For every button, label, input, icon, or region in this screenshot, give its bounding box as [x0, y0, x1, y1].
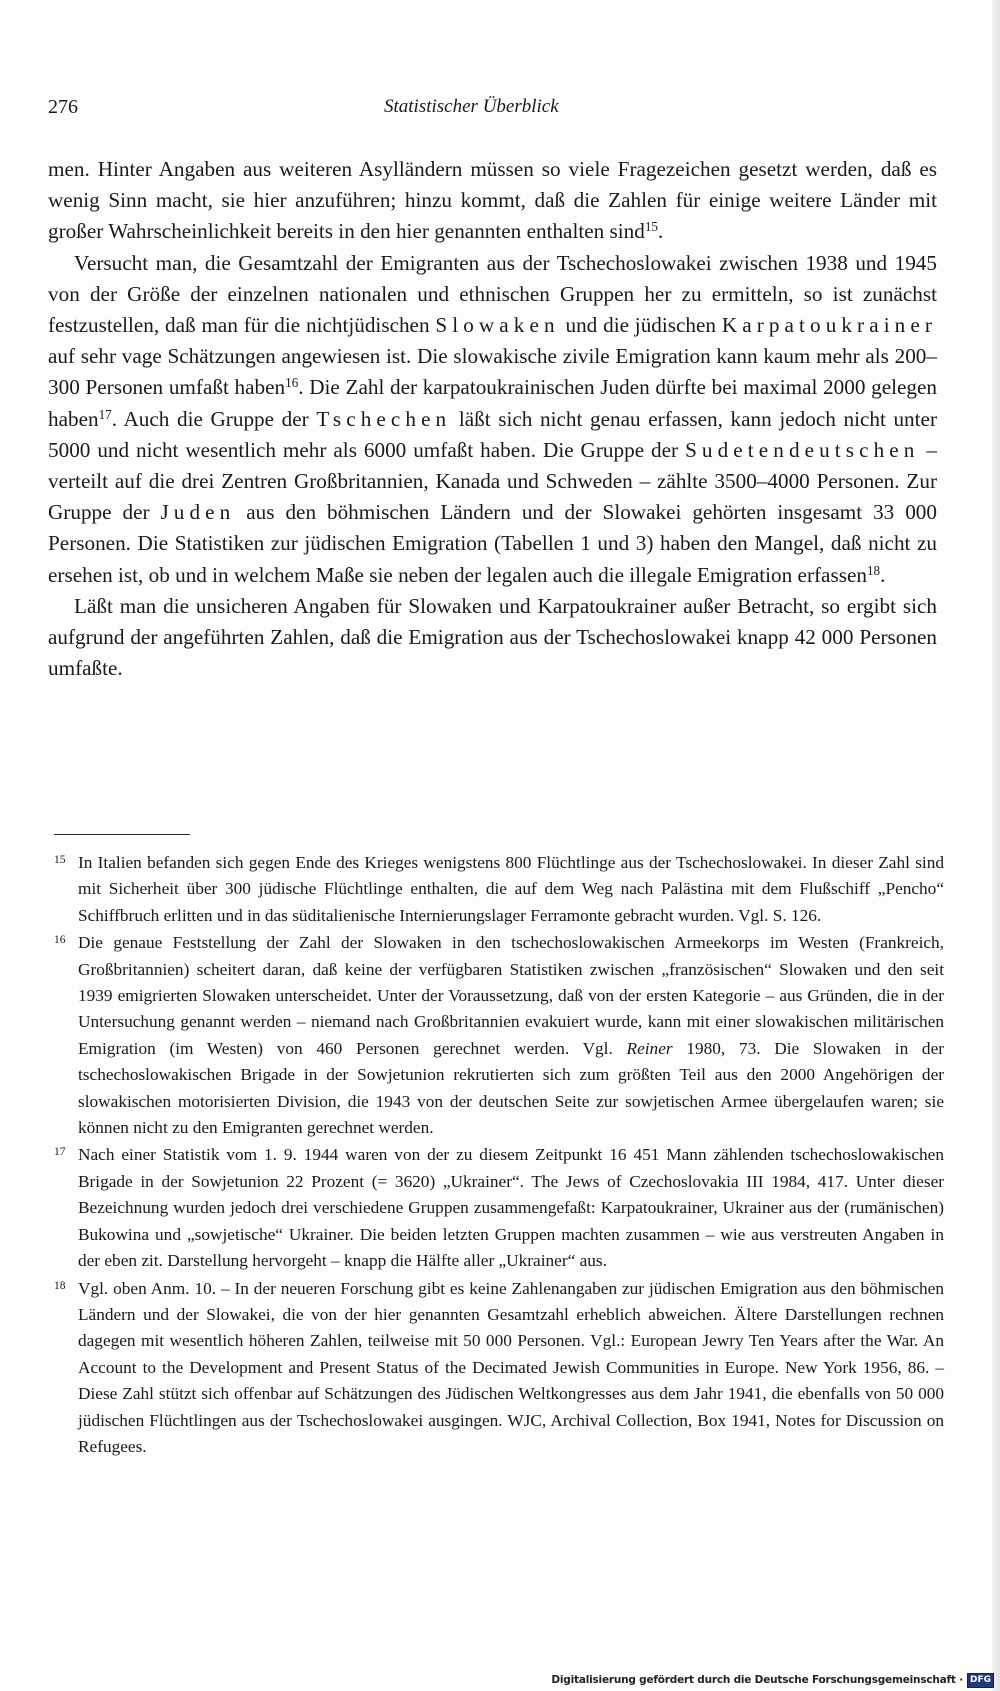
footnote-ref-17: 17: [98, 406, 112, 422]
spaced-term-tschechen: Tschechen: [316, 406, 452, 431]
footnote-text: In Italien befanden sich gegen Ende des Krieges wenigstens 800 Flüchtlinge aus der Tschechoslowakei. In dieser Zahl sind mit Sicherheit über 300 jüdische Flüchtlinge enthalten, die auf dem Weg nach Palästina mit dem Flußschiff „Pencho“ Schiffbruch erlitten und in das süditalienische Internierungslager Ferramonte gebracht wurden. Vgl. S. 126.: [78, 853, 944, 925]
paragraph-1-text: men. Hinter Angaben aus weiteren Asylländern müssen so viele Fragezeichen gesetzt werden, daß es wenig Sinn macht, sie hier anzuführen; hinzu kommt, daß die Zahlen für einige weitere Länder mit großer Wahrscheinlichkeit bereits in den hier genannten enthalten sind: [48, 157, 937, 244]
footnote-ref-15: 15: [644, 219, 658, 235]
footnote-number: 16: [54, 934, 66, 947]
paragraph-2-text-h: aus den böhmischen Ländern und der Slowakei gehörten insgesamt 33 000 Personen. Die Statistiken zur jüdischen Emigration (Tabellen 1 und 3) haben den Mangel, daß nicht zu ersehen ist, ob und in welchem Maße sie neben der legalen auch die illegale Emigration erfassen: [48, 500, 937, 587]
footnote-number: 18: [54, 1279, 66, 1292]
spaced-term-karpatoukrainer: Karpatoukrainer: [721, 313, 937, 338]
paragraph-2-text-f: läßt sich nicht genau erfassen, kann jedoch nicht unter 5000 und nicht wesentlich mehr als 6000 umfaßt haben. Die Gruppe der: [48, 406, 937, 462]
footnote-ref-16: 16: [285, 375, 299, 391]
page-number: 276: [48, 96, 78, 118]
footnote-separator: [54, 834, 190, 835]
paragraph-1-end: .: [657, 219, 664, 244]
footnote-18: [54, 1276, 944, 1461]
paragraph-2-end: .: [880, 562, 886, 587]
footer-credit: Digitalisierung gefördert durch die Deutsche Forschungsgemeinschaft ·: [551, 1674, 963, 1686]
spaced-term-juden: Juden: [160, 500, 236, 525]
footnote-15: [54, 850, 944, 929]
paragraph-2-text-c: auf sehr vage Schätzungen angewiesen ist. Die slowakische zivile Emigration kann kaum mehr als 200–300 Personen umfaßt haben: [48, 344, 937, 400]
main-text: [48, 154, 937, 684]
footnote-16: [54, 930, 944, 1141]
paragraph-2-text-g: – verteilt auf die drei Zentren Großbritannien, Kanada und Schweden – zählte 3500–4000 Personen. Zur Gruppe der: [48, 437, 937, 525]
paragraph-3: Läßt man die unsicheren Angaben für Slowaken und Karpatoukrainer außer Betracht, so ergibt sich aufgrund der angeführten Zahlen, daß die Emigration aus der Tschechoslowakei knapp 42 000 Personen umfaßte.: [48, 593, 937, 681]
paragraph-1: [48, 154, 937, 248]
page-edge-shadow: [992, 0, 1000, 1691]
footnotes: [54, 850, 944, 1461]
dfg-logo: DFG: [967, 1673, 994, 1688]
footnote-author: Reiner: [626, 1038, 673, 1058]
footnote-17: [54, 1142, 944, 1274]
footnote-text: Nach einer Statistik vom 1. 9. 1944 waren von der zu diesem Zeitpunkt 16 451 Mann zählenden tschechoslowakischen Brigade in der Sowjetunion 22 Prozent (= 3620) „Ukrainer“. The Jews of Czechoslovakia III 1984, 417. Unter dieser Bezeichnung wurden jedoch drei verschiedene Gruppen zusammengefaßt: Karpatoukrainer, Ukrainer aus der (rumänischen) Bukowina und „sowjetische“ Ukrainer. Die beiden letzten Gruppen machten zusammen – wie aus verstreuten Angaben in der eben zit. Darstellung hervorgeht – knapp die Hälfte aller „Ukrainer“ aus.: [78, 1145, 944, 1271]
paragraph-2: [48, 248, 937, 591]
footnote-text: Vgl. oben Anm. 10. – In der neueren Forschung gibt es keine Zahlenangaben zur jüdischen Emigration aus den böhmischen Ländern und der Slowakei, die von der hier genannten Gesamtzahl erheblich abweichen. Ältere Darstellungen rechnen dagegen mit wesentlich höheren Zahlen, teilweise mit 50 000 Personen. Vgl.: European Jewry Ten Years after the War. An Account to the Development and Present Status of the Decimated Jewish Communities in Europe. New York 1956, 86. – Diese Zahl stützt sich offenbar auf Schätzungen des Jüdischen Weltkongresses aus dem Jahr 1941, die ebenfalls von 50 000 jüdischen Flüchtlingen aus der Tschechoslowakei ausgingen. WJC, Archival Collection, Box 1941, Notes for Discussion on Refugees.: [78, 1278, 944, 1456]
footnote-text-cont: 1980, 73. Die Slowaken in der tschechoslowakischen Brigade in der Sowjetunion rekrutierten sich zum größten Teil aus den 2000 Angehörigen der slowakischen motorisierten Division, die 1943 von der deutschen Seite zur sowjetischen Armee übergelaufen waren; sie können nicht zu den Emigranten gerechnet werden.: [78, 1038, 944, 1138]
paragraph-2-text-e: . Auch die Gruppe der: [111, 406, 317, 431]
running-title: Statistischer Überblick: [384, 96, 559, 117]
footnote-text: Die genaue Feststellung der Zahl der Slowaken in den tschechoslowakischen Armeekorps im Westen (Frankreich, Großbritannien) scheitert daran, daß keine der verfügbaren Statistiken zwischen „französischen“ Slowaken und den seit 1939 emigrierten Slowaken unterscheidet. Unter der Voraussetzung, daß von der ersten Kategorie – aus Gründen, die in der Untersuchung genannt werden – niemand nach Großbritannien evakuiert wurde, kann mit einer slowakischen militärischen Emigration (im Westen) von 460 Personen gerechnet werden. Vgl.: [78, 933, 944, 1058]
spaced-term-sudetendeutschen: Sudetendeutschen: [685, 437, 920, 462]
paragraph-2-text-a: Versucht man, die Gesamtzahl der Emigranten aus der Tschechoslowakei zwischen 1938 und 1945 von der Größe der einzelnen nationalen und ethnischen Gruppen her zu ermitteln, so ist zunächst festzustellen, daß man für die nichtjüdischen: [48, 250, 937, 338]
paragraph-2-text-b: und die jüdischen: [559, 313, 722, 338]
spaced-term-slowaken: Slowaken: [435, 313, 560, 338]
digitization-footer: [551, 1672, 994, 1688]
paragraph-2-text-d: . Die Zahl der karpatoukrainischen Juden dürfte bei maximal 2000 gelegen haben: [48, 375, 937, 431]
footnote-ref-18: 18: [866, 562, 881, 578]
footnote-number: 15: [54, 854, 66, 866]
page-header: [48, 96, 948, 126]
footnote-number: 17: [54, 1146, 66, 1159]
